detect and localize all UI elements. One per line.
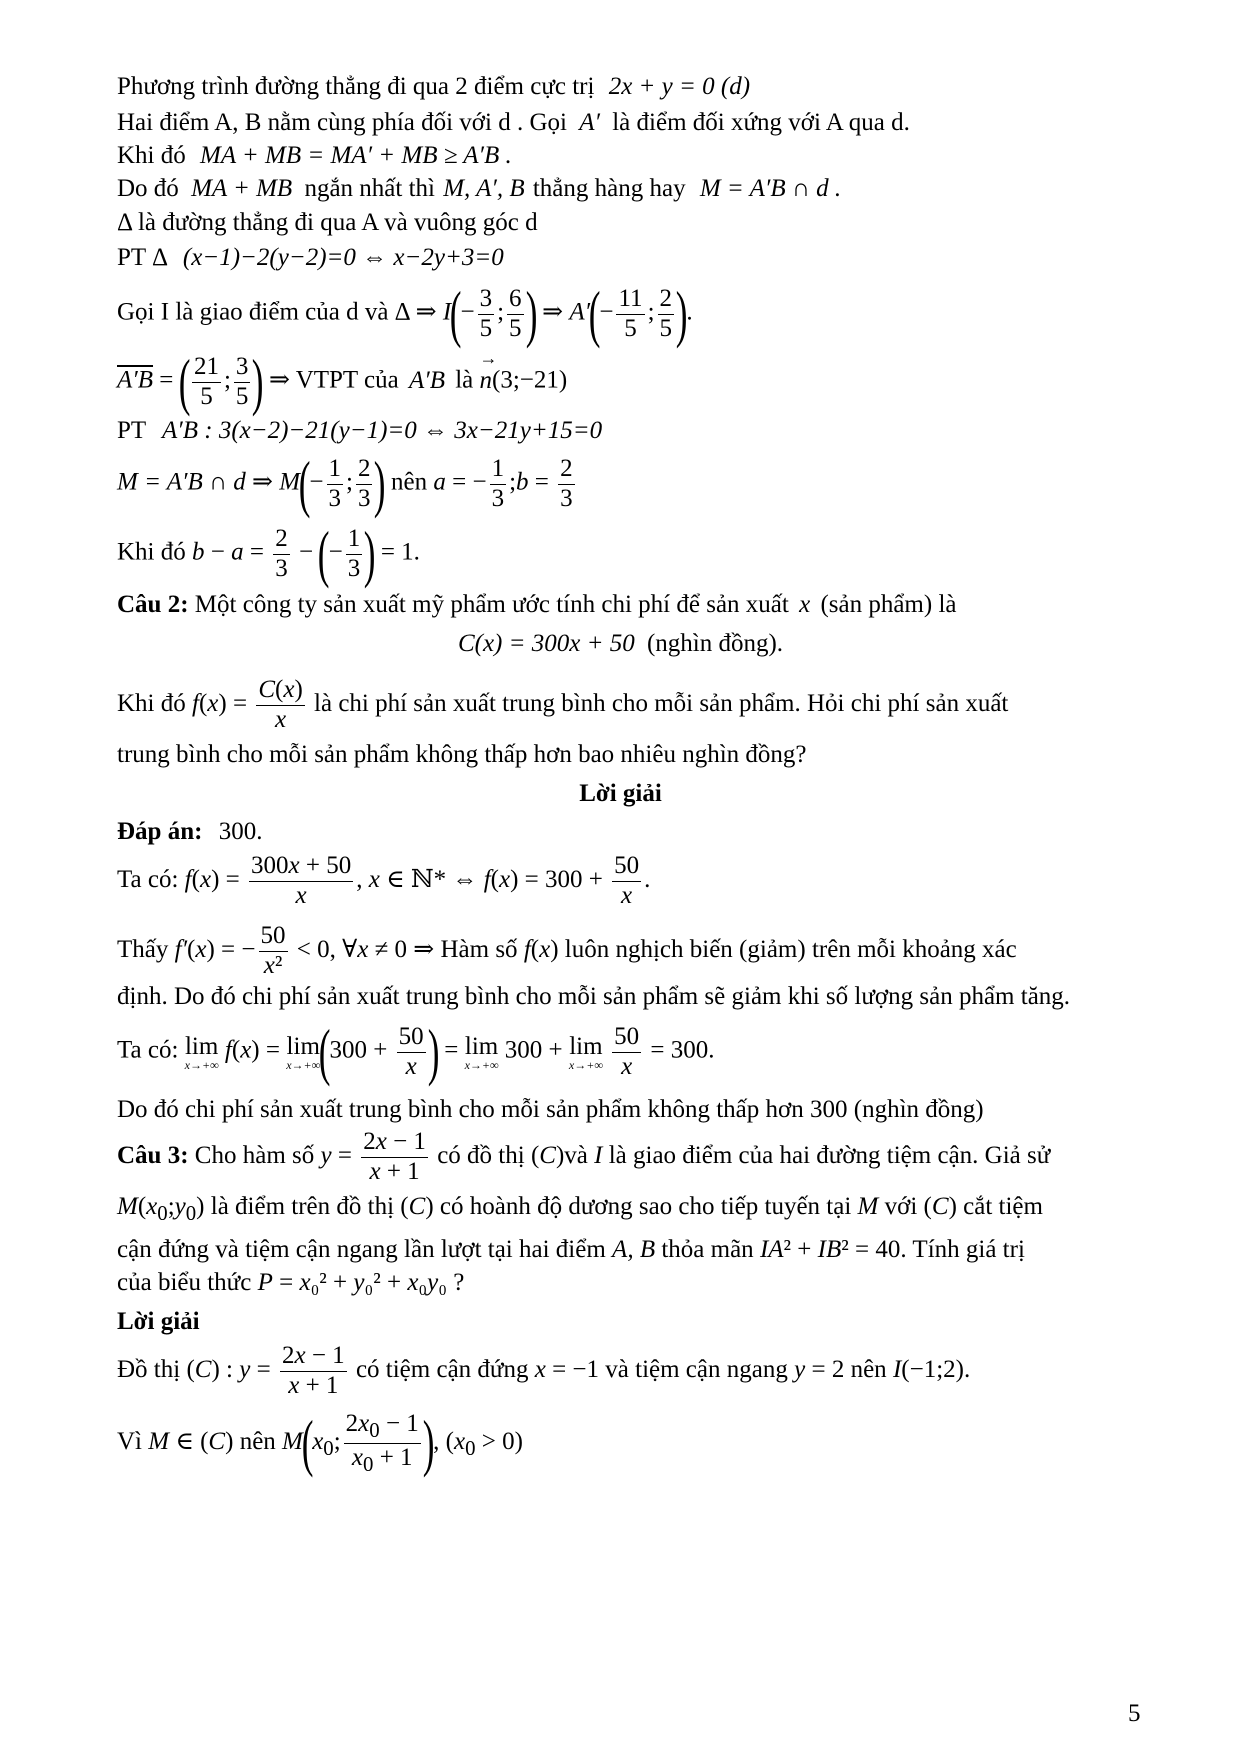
text: luôn nghịch biến (giảm) trên mỗi khoảng xác — [564, 935, 1017, 963]
solution-heading — [0, 780, 1241, 808]
text: trung bình cho mỗi sản phẩm không thấp hơn bao nhiêu nghìn đồng? — [117, 741, 807, 768]
math: C(x) = 300x + 50 — [457, 630, 635, 657]
normal-vector: → n — [480, 366, 493, 396]
line-extremum — [117, 72, 750, 102]
line-derivative: Thấy f′(x) = − $\frac{50}{\text{x²}}$ < 0, ∀x ≠ 0 ⇒ Hàm số f(x) luôn nghịch biến (giảm) trên mỗi khoảng xác — [117, 922, 1017, 979]
text: Ta có: — [117, 865, 179, 893]
math: (3;−21) — [492, 366, 568, 394]
text: cắt tiệm — [963, 1193, 1043, 1220]
question-2 — [117, 590, 957, 620]
math: 2x + y = 0 (d) — [608, 73, 751, 100]
text: cận đứng và tiệm cận ngang lần lượt tại hai điểm — [117, 1236, 606, 1263]
text: là điểm đối xứng với A qua d. — [612, 109, 910, 136]
text: . Tính giá trị — [900, 1236, 1025, 1263]
text: Do đó chi phí sản xuất trung bình cho mỗi sản phẩm không thấp hơn 300 (nghìn đồng) — [117, 1096, 984, 1123]
text: nên — [239, 1428, 276, 1456]
line-conclusion — [117, 1095, 984, 1125]
cost-formula — [0, 630, 1241, 658]
line-M-on-C: Vì M ∈ (C) nên $M(x_0$; $\frac{2x_0 - 1}{x_0 + 1}$ ), $(x_0 > 0)$ — [117, 1407, 523, 1479]
line-expression: của biểu thức P = x₀² + y₀² + x₀y₀ ? — [117, 1269, 465, 1296]
text: có tiệm cận đứng — [355, 1355, 529, 1383]
text: Gọi I là giao điểm của d và Δ ⇒ — [117, 298, 437, 326]
math: A′B — [408, 366, 445, 394]
answer-label: Đáp án: — [117, 818, 203, 845]
text: Hàm số — [440, 935, 518, 963]
line-pt-AB — [117, 416, 602, 446]
text: là điểm trên đồ thị — [210, 1193, 395, 1220]
text: là — [455, 366, 474, 394]
text: (sản phẩm) là — [820, 591, 957, 618]
line-question — [117, 740, 807, 770]
text: PT — [117, 417, 146, 444]
line-average-cost: Khi đó f(x) = $\frac{C(x)}{x}$ là chi phí sản xuất trung bình cho mỗi sản phẩm. Hỏi chi phí sản xuất — [117, 676, 1009, 733]
text: ngắn nhất thì — [304, 175, 435, 202]
text: thỏa mãn — [661, 1236, 754, 1263]
text: nên — [391, 468, 428, 496]
text: Một công ty sản xuất mỹ phẩm ước tính chi phí để sản xuất — [194, 591, 789, 618]
line-decrease — [117, 982, 1070, 1012]
text: của biểu thức — [117, 1269, 252, 1296]
text: Đồ thị — [117, 1355, 181, 1383]
math: x — [799, 591, 811, 618]
text: và tiệm cận ngang — [605, 1355, 788, 1383]
line-point-M: M = A′B ∩ d ⇒ M(− $\frac{1}{3}$ ; $\frac{2}{3}$ ) nên a = − $\frac{1}{3}$ ;b = $\frac{2}{3}$ — [117, 448, 573, 519]
line-shortest — [117, 174, 841, 204]
text: Hai điểm A, B nằm cùng phía đối với d . Gọi — [117, 109, 567, 136]
text: có đồ thị — [437, 1141, 525, 1169]
line-point-I: Gọi I là giao điểm của d và Δ ⇒ I(− $\frac{3}{5}$ ; $\frac{6}{5}$ ) ⇒ A′(− $\frac{11}{5}$ ; $\frac{2}{5}$ ). — [117, 278, 693, 349]
question-label: Câu 3: — [117, 1141, 189, 1169]
text: Ta có: — [117, 1036, 179, 1064]
math: A′B : 3(x−2)−21(y−1)=0 ⇔ 3x−21y+15=0 — [161, 417, 603, 444]
text: định. Do đó chi phí sản xuất trung bình cho mỗi sản phẩm sẽ giảm khi số lượng sản phẩm tăng. — [117, 983, 1071, 1010]
math: M = A′B ∩ d . — [699, 175, 842, 202]
line-pt-delta — [117, 243, 504, 273]
text: Phương trình đường thẳng đi qua 2 điểm cực trị — [117, 73, 595, 100]
math: A, B — [612, 1236, 656, 1263]
line-graph: Đồ thị (C) : y = $\frac{2x - 1}{x + 1}$ có tiệm cận đứng x = −1 và tiệm cận ngang y = 2 nên I(−1;2). — [117, 1342, 971, 1399]
text: nên — [850, 1355, 887, 1383]
text: Khi đó — [117, 142, 186, 169]
heading: Lời giải — [579, 780, 662, 807]
text: là giao điểm của hai đường tiệm cận. Giả sử — [608, 1141, 1051, 1169]
text: Khi đó — [117, 538, 186, 566]
question-3: Câu 3: Cho hàm số y = $\frac{2x - 1}{x + 1}$ có đồ thị (C)và I là giao điểm của hai đường tiệm cận. Giả sử — [117, 1128, 1051, 1185]
math: (x−1)−2(y−2)=0 ⇔ x−2y+3=0 — [182, 244, 504, 271]
answer — [117, 817, 262, 847]
text: PT Δ — [117, 244, 167, 271]
question-label: Câu 2: — [117, 591, 189, 618]
text: Δ là đường thẳng đi qua A và vuông góc d — [117, 209, 538, 236]
math: MA + MB = MA′ + MB ≥ A′B . — [200, 142, 512, 169]
text: là chi phí sản xuất trung bình cho mỗi sản phẩm. Hỏi chi phí sản xuất — [314, 689, 1009, 717]
math: M = A′B ∩ d ⇒ M — [117, 468, 301, 496]
answer-value: 300. — [218, 818, 263, 845]
line-f-of-x: Ta có: f(x) = $\frac{300x + 50}{x}$ , x ∈ ℕ* ⇔ f(x) = 300 + $\frac{50}{x}$ . — [117, 852, 651, 909]
line-inequality — [117, 141, 512, 171]
text: thẳng hàng hay — [532, 175, 686, 202]
page-number: 5 — [1128, 1700, 1141, 1727]
math: A′ — [579, 109, 600, 136]
solution-heading-2 — [117, 1307, 200, 1337]
text: có hoành độ dương sao cho tiếp tuyến tại — [439, 1193, 852, 1220]
text: Thấy — [117, 935, 169, 963]
text: Vì — [117, 1428, 142, 1456]
text: và — [564, 1141, 588, 1169]
text: Do đó — [117, 175, 179, 202]
text: (nghìn đồng). — [646, 630, 784, 657]
line-result-b-a: Khi đó b − a = $\frac{2}{3}$ − (− $\frac{1}{3}$ ) = 1. — [117, 518, 420, 589]
math: M, A′, B — [443, 175, 525, 202]
text: Khi đó — [117, 689, 186, 717]
line-point-M0: $M(x_0;y_0)$ là điểm trên đồ thị (C) có hoành độ dương sao cho tiếp tuyến tại M với (C) cắt tiệm — [117, 1193, 1043, 1225]
line-vector-AB: A′B = ( $\frac{21}{5}$ ; $\frac{3}{5}$ ) ⇒ VTPT của A′B là → n(3;−21) — [117, 350, 567, 414]
line-limit: Ta có: lim x→+∞ f(x) = lim x→+∞ (300 + $\frac{50}{x}$ ) = lim x→+∞ 300 + lim x→+∞ $\frac{50}{x}$ = 300. — [117, 1016, 715, 1087]
text: với — [884, 1193, 918, 1220]
line-delta — [117, 208, 538, 238]
heading: Lời giải — [117, 1308, 200, 1335]
math: MA + MB — [191, 175, 293, 202]
line-asymptote: cận đứng và tiệm cận ngang lần lượt tại hai điểm A, B thỏa mãn IA² + IB² = 40. Tính giá trị — [117, 1236, 1025, 1263]
text: Cho hàm số — [194, 1141, 315, 1169]
text: ⇒ VTPT của — [268, 366, 399, 394]
line-symmetry — [117, 108, 910, 138]
